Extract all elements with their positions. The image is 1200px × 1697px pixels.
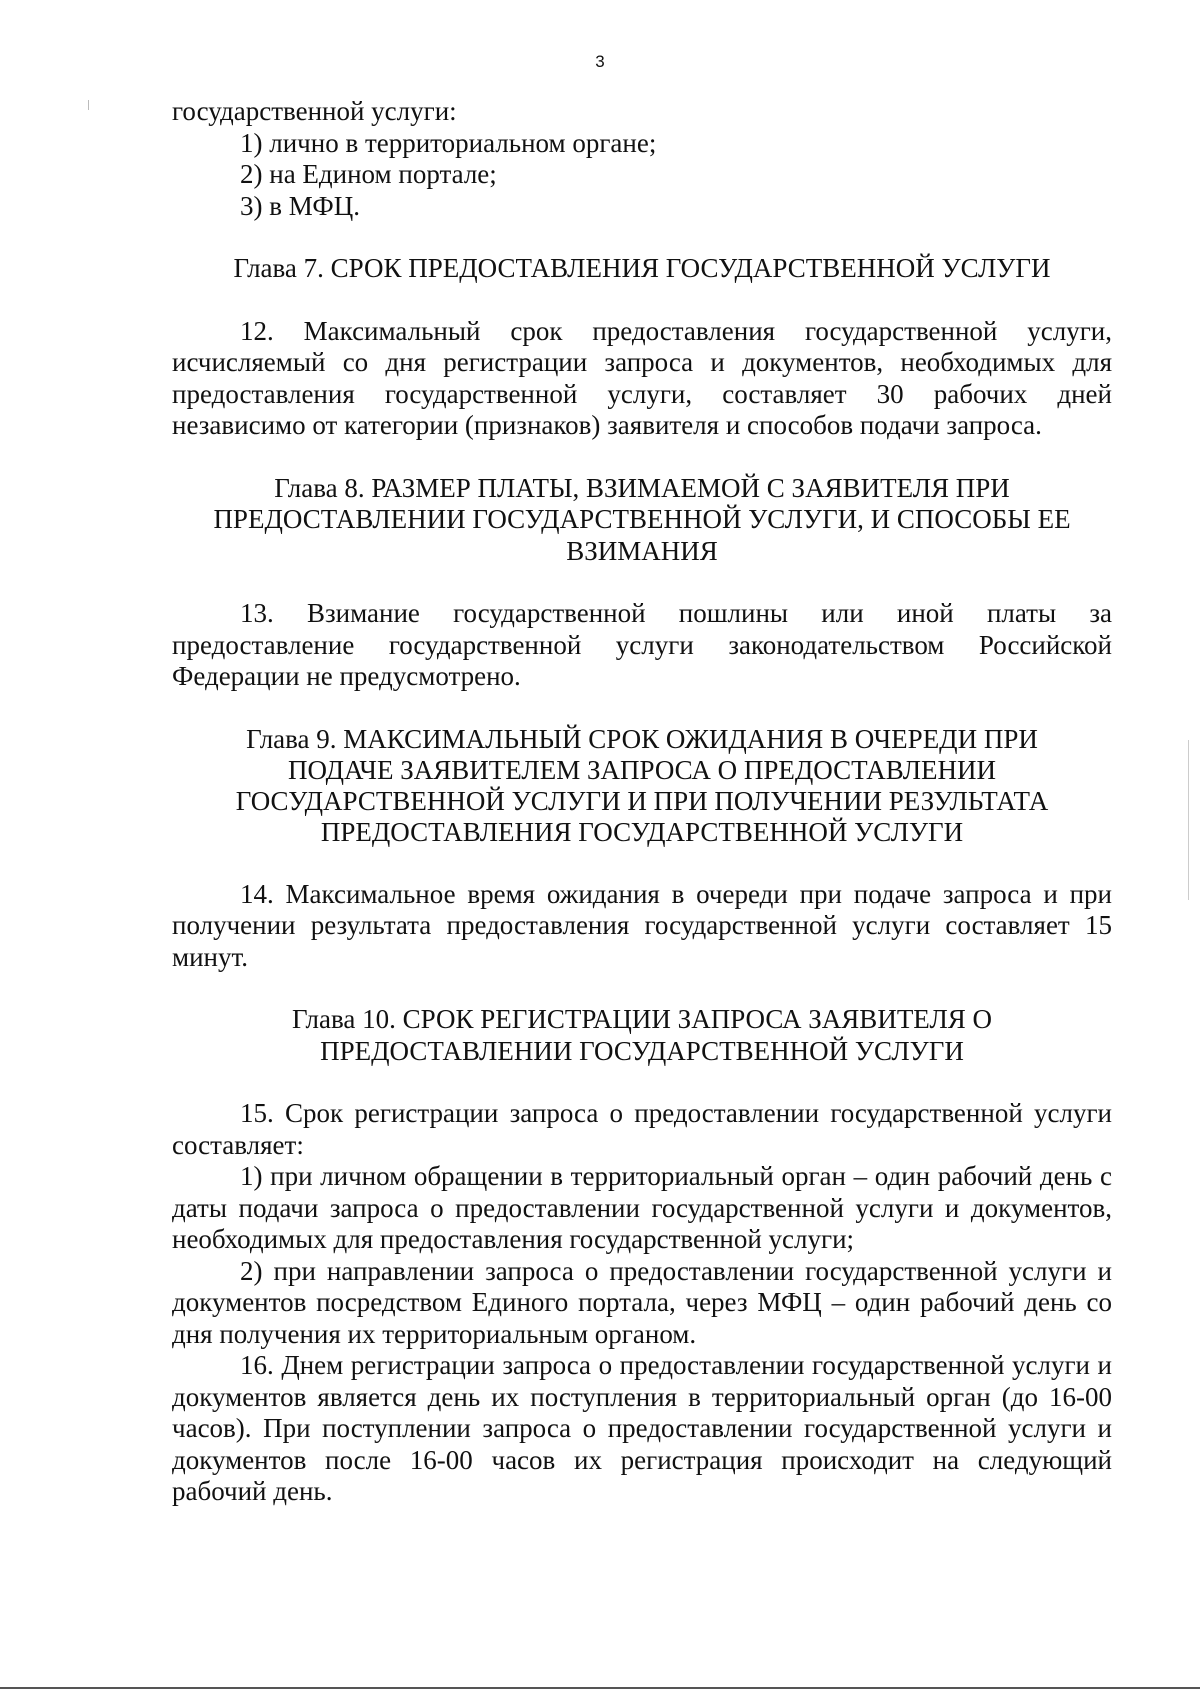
list-item: 1) лично в территориальном органе; bbox=[240, 127, 657, 158]
paragraph: 12. Максимальный срок предоставления государственной услуги, исчисляемый со дня регистрации запроса и документов, необходимых для предоставления государственной услуги, составляет 30 рабочих дней независимо от категории (признаков) заявителя и способов подачи запроса. bbox=[172, 315, 1112, 440]
paragraph: 15. Срок регистрации запроса о предоставлении государственной услуги составляет: bbox=[172, 1098, 1112, 1160]
scan-margin-mark bbox=[88, 100, 89, 110]
paragraph: 1) при личном обращении в территориальный орган – один рабочий день с даты подачи запроса о предоставлении государственной услуги и документов, необходимых для предоставления государственной услуги; bbox=[172, 1161, 1112, 1254]
scan-edge-mark bbox=[1188, 740, 1189, 900]
paragraph: 16. Днем регистрации запроса о предоставлении государственной услуги и документов является день их поступления в территориальный орган (до 16-00 часов). При поступлении запроса о предоставлении государственной услуги и документов после 16-00 часов их регистрация происходит на следующий рабочий день. bbox=[172, 1350, 1112, 1506]
chapter-heading: Глава 8. РАЗМЕР ПЛАТЫ, ВЗИМАЕМОЙ С ЗАЯВИТЕЛЯ ПРИ ПРЕДОСТАВЛЕНИИ ГОСУДАРСТВЕННОЙ УСЛУГИ, И СПОСОБЫ ЕЕ ВЗИМАНИЯ bbox=[213, 472, 1071, 566]
page-number: 3 bbox=[595, 52, 605, 71]
list-item: 3) в МФЦ. bbox=[240, 190, 360, 221]
chapter-heading: Глава 7. СРОК ПРЕДОСТАВЛЕНИЯ ГОСУДАРСТВЕННОЙ УСЛУГИ bbox=[233, 253, 1051, 283]
paragraph: 14. Максимальное время ожидания в очереди при подаче запроса и при получении результата предоставления государственной услуги составляет 15 минут. bbox=[172, 878, 1112, 972]
intro-lead: государственной услуги: bbox=[172, 96, 457, 126]
list-item: 2) на Едином портале; bbox=[240, 159, 497, 189]
chapter-heading: Глава 10. СРОК РЕГИСТРАЦИИ ЗАПРОСА ЗАЯВИТЕЛЯ О ПРЕДОСТАВЛЕНИИ ГОСУДАРСТВЕННОЙ УСЛУГИ bbox=[291, 1004, 993, 1066]
paragraph: 13. Взимание государственной пошлины или иной платы за предоставление государственной услуги законодательством Российской Федерации не предусмотрено. bbox=[172, 598, 1112, 691]
chapter-heading: Глава 9. МАКСИМАЛЬНЫЙ СРОК ОЖИДАНИЯ В ОЧЕРЕДИ ПРИ ПОДАЧЕ ЗАЯВИТЕЛЕМ ЗАПРОСА О ПРЕДОСТАВЛЕНИИ ГОСУДАРСТВЕННОЙ УСЛУГИ И ПРИ ПОЛУЧЕНИИ РЕЗУЛЬТАТА ПРЕДОСТАВЛЕНИЯ ГОСУДАРСТВЕННОЙ УСЛУГИ bbox=[235, 723, 1049, 847]
page-bottom-edge bbox=[0, 1687, 1200, 1689]
paragraph: 2) при направлении запроса о предоставлении государственной услуги и документов посредством Единого портала, через МФЦ – один рабочий день со дня получения их территориальным органом. bbox=[172, 1255, 1112, 1349]
document-body bbox=[172, 96, 1112, 1508]
